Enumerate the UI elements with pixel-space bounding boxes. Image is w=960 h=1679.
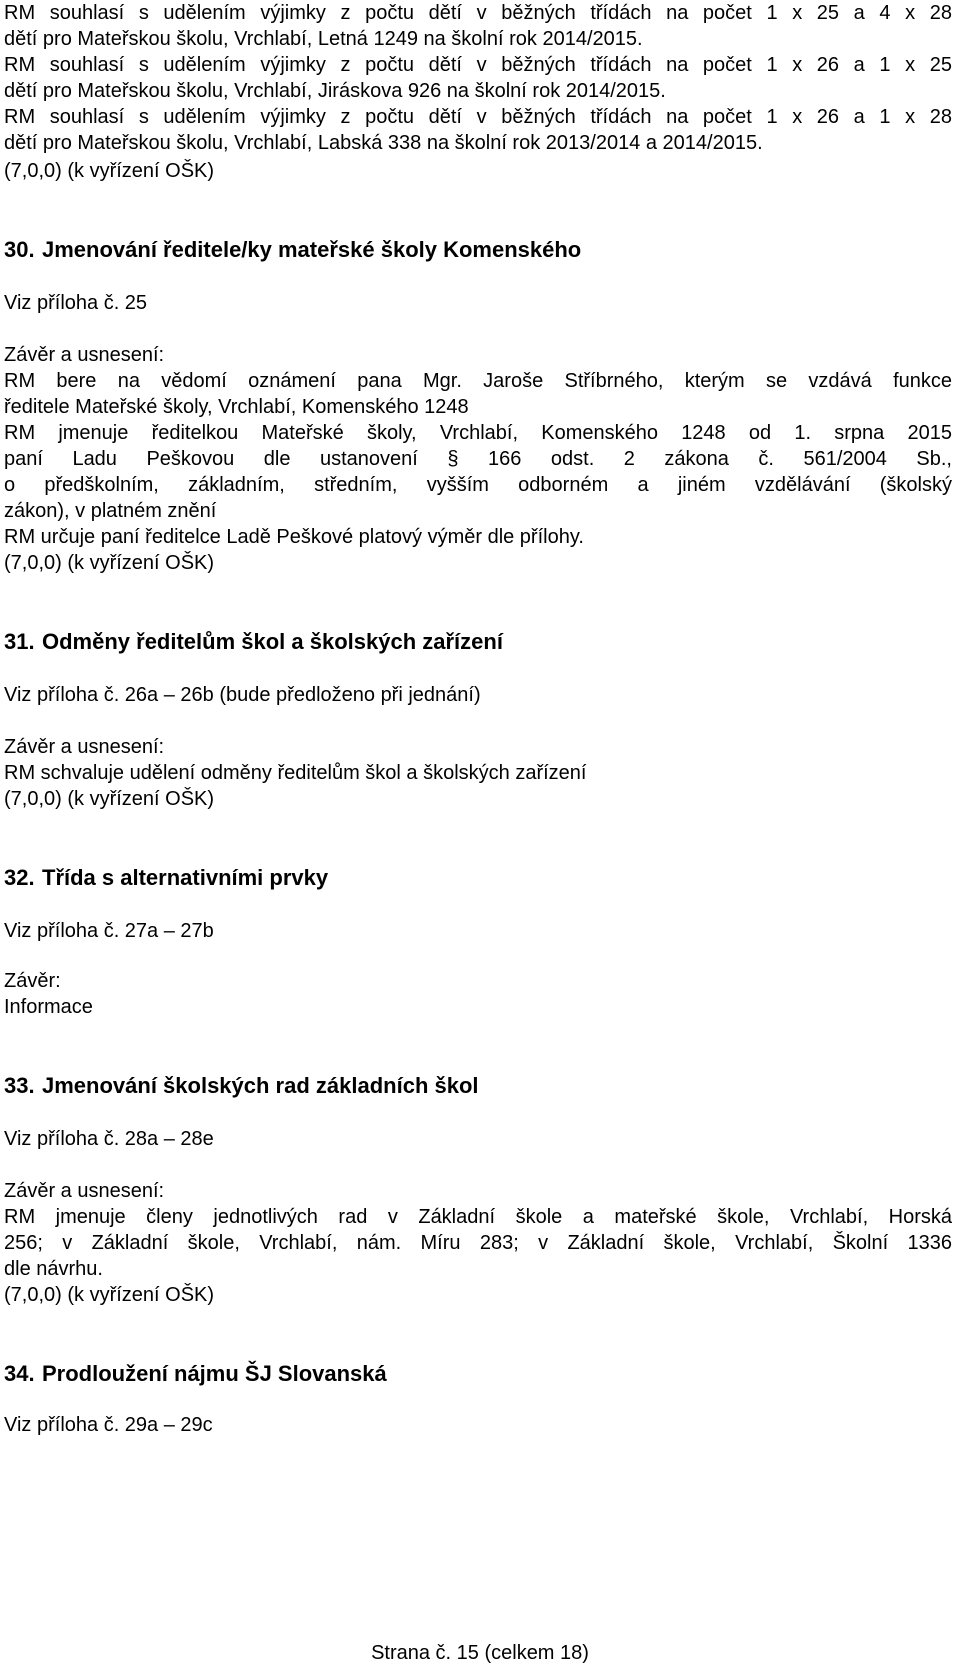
status-line: (7,0,0) (k vyřízení OŠK) — [4, 788, 215, 810]
resolution-line: ředitele Mateřské školy, Vrchlabí, Komenského 1248 — [4, 396, 469, 418]
page-footer: Strana č. 15 (celkem 18) — [371, 1642, 589, 1664]
section-title: Jmenování ředitele/ky mateřské školy Komenského — [42, 237, 582, 262]
conclusion-label: Závěr a usnesení: — [4, 344, 165, 366]
section-heading — [4, 864, 328, 892]
intro-line: RM souhlasí s udělením výjimky z počtu dětí v běžných třídách na počet 1 x 26 a 1 x 25 — [4, 54, 952, 76]
section-number: 30. — [4, 237, 35, 262]
resolution-line: RM jmenuje ředitelkou Mateřské školy, Vrchlabí, Komenského 1248 od 1. srpna 2015 — [4, 422, 952, 444]
section-number: 34. — [4, 1361, 35, 1386]
intro-line: dětí pro Mateřskou školu, Vrchlabí, Labská 338 na školní rok 2013/2014 a 2014/2015. — [4, 132, 763, 154]
resolution-line: 256; v Základní škole, Vrchlabí, nám. Míru 283; v Základní škole, Vrchlabí, Školní 1336 — [4, 1232, 952, 1254]
attachment-ref: Viz příloha č. 26a – 26b (bude předloženo při jednání) — [4, 684, 481, 706]
resolution-line: RM určuje paní ředitelce Ladě Peškové platový výměr dle přílohy. — [4, 526, 584, 548]
conclusion-label: Závěr a usnesení: — [4, 736, 165, 758]
resolution-line: RM jmenuje členy jednotlivých rad v Základní škole a mateřské škole, Vrchlabí, Horská — [4, 1206, 952, 1228]
intro-line: dětí pro Mateřskou školu, Vrchlabí, Jiráskova 926 na školní rok 2014/2015. — [4, 80, 666, 102]
attachment-ref: Viz příloha č. 28a – 28e — [4, 1128, 214, 1150]
attachment-ref: Viz příloha č. 29a – 29c — [4, 1414, 213, 1436]
section-title: Odměny ředitelům škol a školských zařízení — [42, 629, 503, 654]
section-heading — [4, 1360, 387, 1388]
resolution-line: o předškolním, základním, středním, vyšším odborném a jiném vzdělávání (školský — [4, 474, 952, 496]
intro-line: RM souhlasí s udělením výjimky z počtu dětí v běžných třídách na počet 1 x 25 a 4 x 28 — [4, 2, 952, 24]
conclusion-label: Závěr a usnesení: — [4, 1180, 165, 1202]
attachment-ref: Viz příloha č. 25 — [4, 292, 148, 314]
resolution-line: RM schvaluje udělení odměny ředitelům škol a školských zařízení — [4, 762, 587, 784]
resolution-line: RM bere na vědomí oznámení pana Mgr. Jaroše Stříbrného, kterým se vzdává funkce — [4, 370, 952, 392]
resolution-line: zákon), v platném znění — [4, 500, 217, 522]
status-line: (7,0,0) (k vyřízení OŠK) — [4, 160, 215, 182]
section-number: 33. — [4, 1073, 35, 1098]
attachment-ref: Viz příloha č. 27a – 27b — [4, 920, 214, 942]
section-heading — [4, 236, 581, 264]
conclusion-label: Závěr: — [4, 970, 61, 992]
section-number: 32. — [4, 865, 35, 890]
resolution-line: dle návrhu. — [4, 1258, 103, 1280]
intro-line: dětí pro Mateřskou školu, Vrchlabí, Letná 1249 na školní rok 2014/2015. — [4, 28, 643, 50]
status-line: (7,0,0) (k vyřízení OŠK) — [4, 552, 215, 574]
resolution-line: paní Ladu Peškovou dle ustanovení § 166 odst. 2 zákona č. 561/2004 Sb., — [4, 448, 952, 470]
section-title: Prodloužení nájmu ŠJ Slovanská — [42, 1361, 387, 1386]
section-title: Jmenování školských rad základních škol — [42, 1073, 479, 1098]
section-heading — [4, 628, 503, 656]
intro-line: RM souhlasí s udělením výjimky z počtu dětí v běžných třídách na počet 1 x 26 a 1 x 28 — [4, 106, 952, 128]
status-line: (7,0,0) (k vyřízení OŠK) — [4, 1284, 215, 1306]
section-title: Třída s alternativními prvky — [42, 865, 329, 890]
resolution-line: Informace — [4, 996, 93, 1018]
section-number: 31. — [4, 629, 35, 654]
section-heading — [4, 1072, 479, 1100]
